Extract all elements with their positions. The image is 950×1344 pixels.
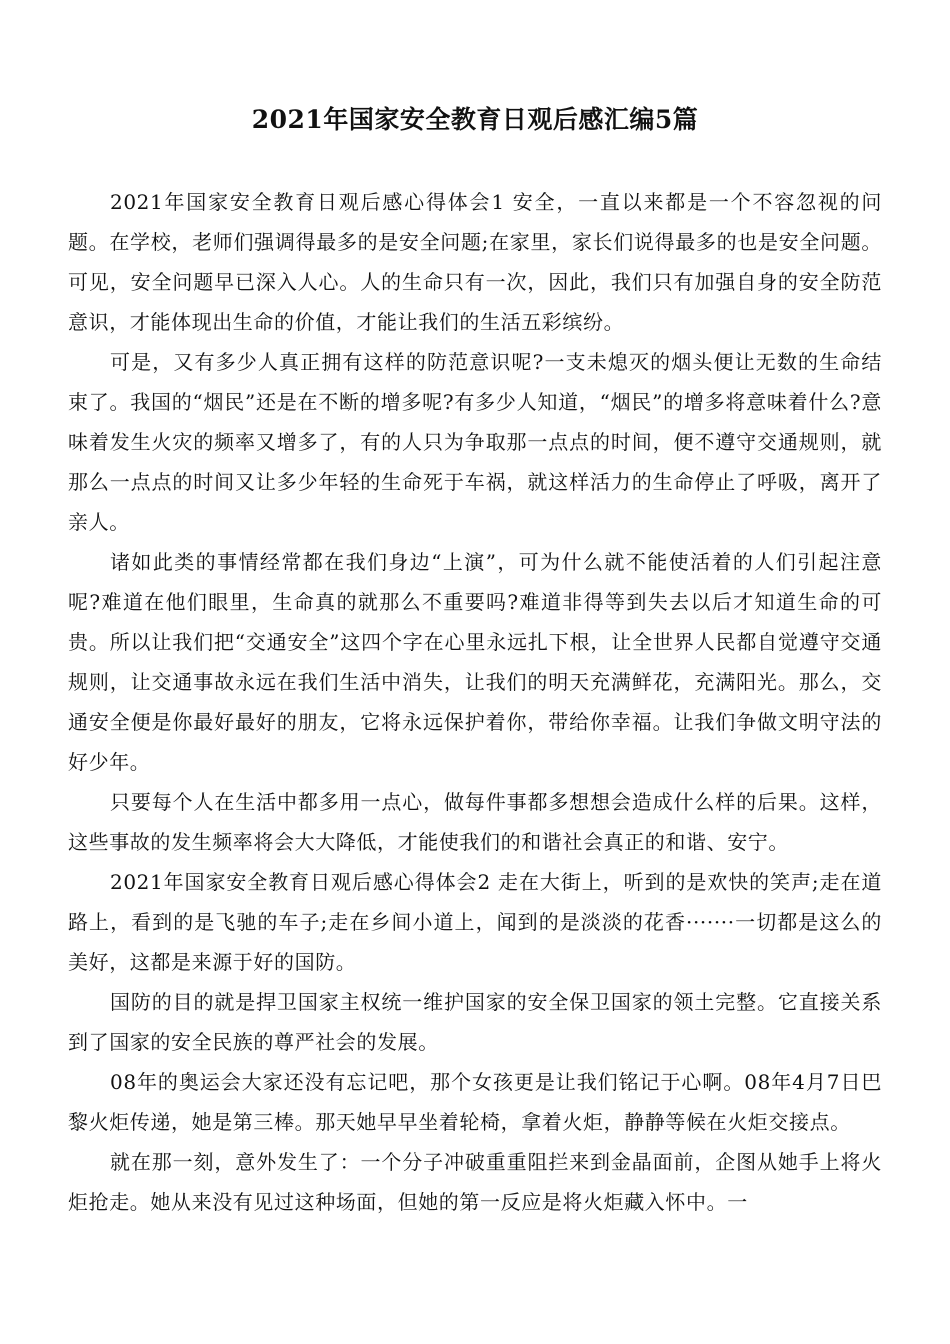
paragraph: 可是，又有多少人真正拥有这样的防范意识呢?一支未熄灭的烟头便让无数的生命结束了。我国的“烟民”还是在不断的增多呢?有多少人知道，“烟民”的增多将意味着什么?意味着发生火灾的频率又增多了，有的人只为争取那一点点的时间，便不遵守交通规则，就那么一点点的时间又让多少年轻的生命死于车祸，就这样活力的生命停止了呼吸，离开了亲人。: [68, 350, 882, 534]
document-body: [68, 182, 882, 1222]
document-title: 2021年国家安全教育日观后感汇编5篇: [251, 105, 699, 134]
paragraph: 2021年国家安全教育日观后感心得体会2 走在大街上，听到的是欢快的笑声;走在道路上，看到的是飞驰的车子;走在乡间小道上，闻到的是淡淡的花香·······一切都是这么的美好，这都是来源于好的国防。: [68, 870, 882, 974]
paragraph: 2021年国家安全教育日观后感心得体会1 安全，一直以来都是一个不容忽视的问题。在学校，老师们强调得最多的是安全问题;在家里，家长们说得最多的也是安全问题。可见，安全问题早已深入人心。人的生命只有一次，因此，我们只有加强自身的安全防范意识，才能体现出生命的价值，才能让我们的生活五彩缤纷。: [68, 190, 882, 334]
paragraph: 国防的目的就是捍卫国家主权统一维护国家的安全保卫国家的领土完整。它直接关系到了国家的安全民族的尊严社会的发展。: [68, 990, 882, 1054]
paragraph: 诸如此类的事情经常都在我们身边“上演”，可为什么就不能使活着的人们引起注意呢?难道在他们眼里，生命真的就那么不重要吗?难道非得等到失去以后才知道生命的可贵。所以让我们把“交通安全”这四个字在心里永远扎下根，让全世界人民都自觉遵守交通规则，让交通事故永远在我们生活中消失，让我们的明天充满鲜花，充满阳光。那么，交通安全便是你最好最好的朋友，它将永远保护着你，带给你幸福。让我们争做文明守法的好少年。: [68, 550, 882, 774]
paragraph: 08年的奥运会大家还没有忘记吧，那个女孩更是让我们铭记于心啊。08年4月7日巴黎火炬传递，她是第三棒。那天她早早坐着轮椅，拿着火炬，静静等候在火炬交接点。: [68, 1070, 882, 1134]
paragraph: 只要每个人在生活中都多用一点心，做每件事都多想想会造成什么样的后果。这样，这些事故的发生频率将会大大降低，才能使我们的和谐社会真正的和谐、安宁。: [68, 790, 882, 854]
paragraph: 就在那一刻，意外发生了：一个分子冲破重重阻拦来到金晶面前，企图从她手上将火炬抢走。她从来没有见过这种场面，但她的第一反应是将火炬藏入怀中。一: [68, 1150, 882, 1214]
